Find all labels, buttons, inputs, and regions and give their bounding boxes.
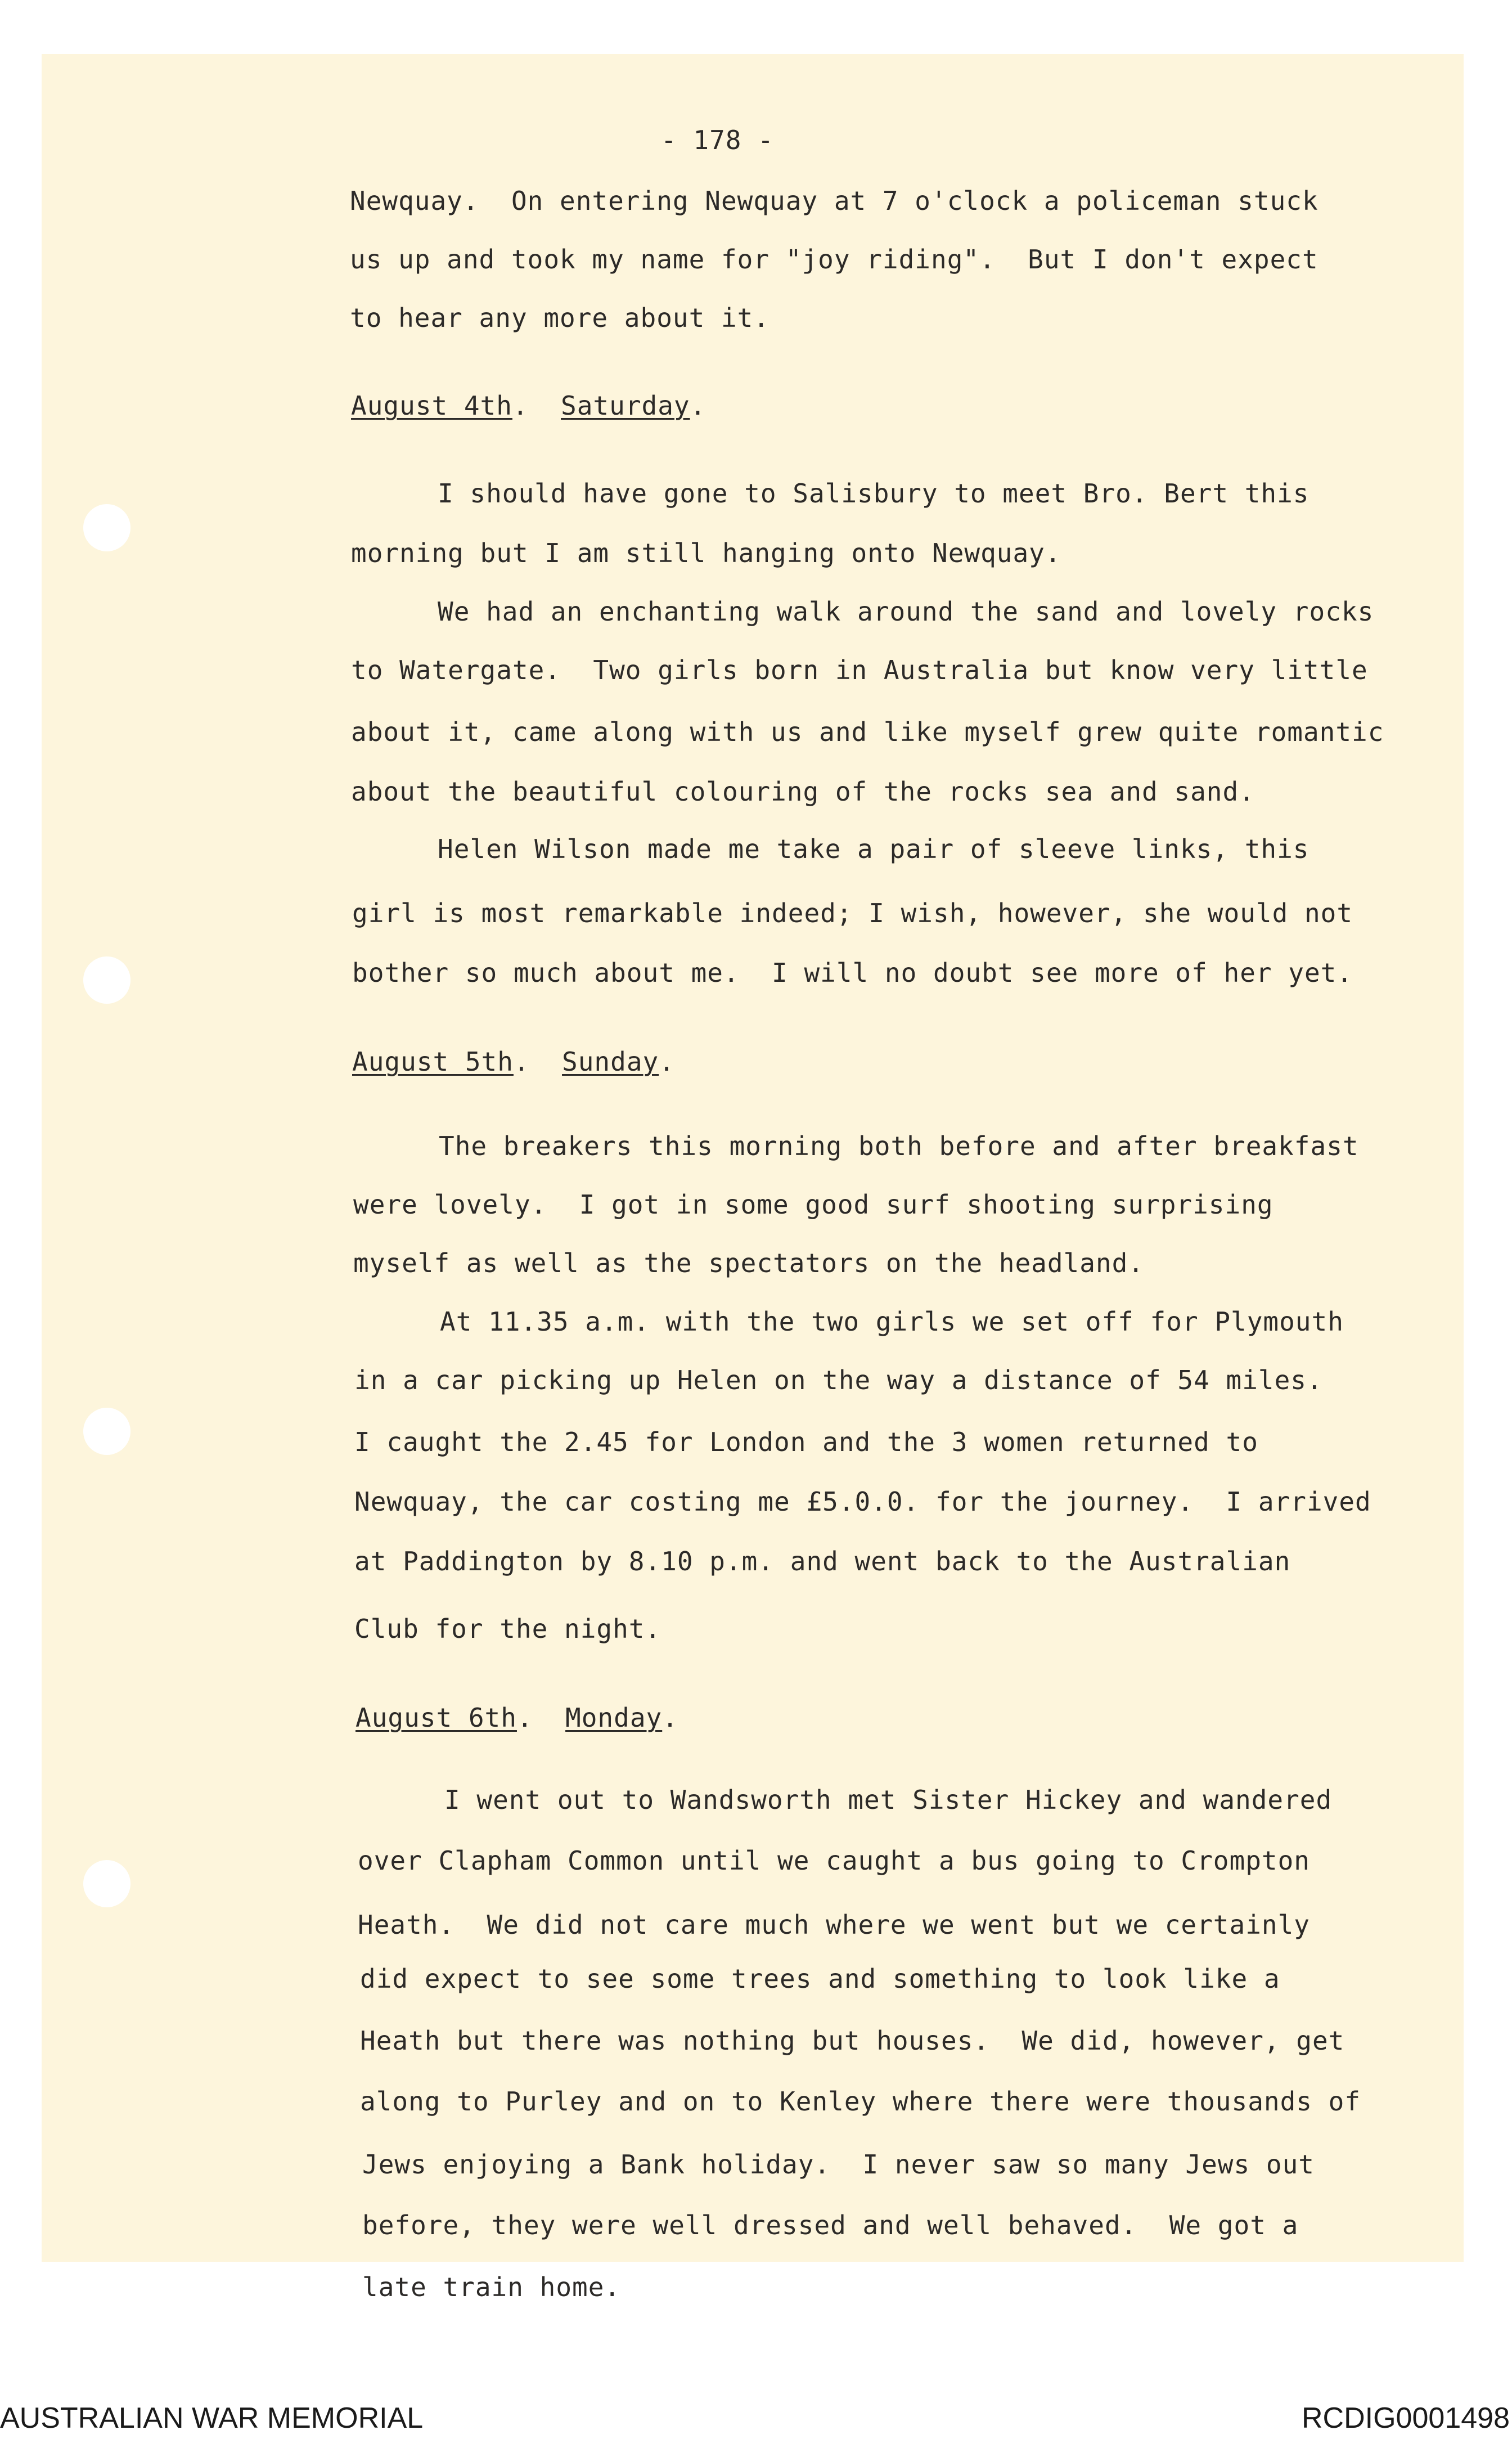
text-line: Jews enjoying a Bank holiday. I never saw so many Jews out <box>362 2149 1315 2180</box>
text-line: We had an enchanting walk around the sand and lovely rocks <box>438 596 1374 627</box>
text-line: Helen Wilson made me take a pair of sleeve links, this <box>438 834 1310 864</box>
punch-hole <box>83 1860 130 1907</box>
entry-date: August 6th <box>356 1703 517 1733</box>
entry-date: August 5th <box>352 1046 514 1077</box>
text-line: did expect to see some trees and something to look like a <box>360 1964 1280 1994</box>
text-line: in a car picking up Helen on the way a distance of 54 miles. <box>354 1365 1323 1395</box>
text-line: us up and took my name for "joy riding". But I don't expect <box>350 244 1318 275</box>
text-line: Heath. We did not care much where we went but we certainly <box>358 1910 1310 1940</box>
text-line: before, they were well dressed and well behaved. We got a <box>362 2210 1299 2240</box>
text-line: to hear any more about it. <box>350 303 770 333</box>
entry-day: Saturday <box>561 390 690 421</box>
footer-record-id: RCDIG0001498 <box>1302 2402 1510 2434</box>
text-line: at Paddington by 8.10 p.m. and went back to the Australian <box>354 1546 1291 1576</box>
text-line: about the beautiful colouring of the rocks sea and sand. <box>351 776 1255 807</box>
punch-hole <box>83 956 130 1004</box>
entry-day: Monday <box>565 1703 663 1733</box>
entry-heading: August 4th. Saturday. <box>351 390 706 421</box>
footer-institution: AUSTRALIAN WAR MEMORIAL <box>0 2402 424 2434</box>
entry-day: Sunday <box>562 1046 659 1077</box>
text-line: bother so much about me. I will no doubt see more of her yet. <box>352 958 1353 988</box>
text-line: Newquay. On entering Newquay at 7 o'clock a policeman stuck <box>350 186 1318 216</box>
text-line: over Clapham Common until we caught a bus going to Crompton <box>358 1845 1310 1876</box>
entry-heading: August 5th. Sunday. <box>352 1046 675 1077</box>
text-line: The breakers this morning both before and after breakfast <box>439 1131 1359 1161</box>
text-line: I caught the 2.45 for London and the 3 women returned to <box>354 1427 1258 1457</box>
text-line: Newquay, the car costing me £5.0.0. for the journey. I arrived <box>354 1486 1371 1517</box>
text-line: along to Purley and on to Kenley where there were thousands of <box>360 2086 1361 2117</box>
punch-hole <box>83 504 130 551</box>
text-line: late train home. <box>362 2272 621 2302</box>
punch-hole <box>83 1408 130 1455</box>
text-line: about it, came along with us and like myself grew quite romantic <box>351 717 1384 747</box>
text-line: were lovely. I got in some good surf shooting surprising <box>353 1189 1274 1220</box>
text-line: I should have gone to Salisbury to meet Bro. Bert this <box>438 478 1310 509</box>
text-line: Heath but there was nothing but houses. We did, however, get <box>360 2025 1345 2056</box>
text-line: girl is most remarkable indeed; I wish, however, she would not <box>352 898 1353 928</box>
text-line: I went out to Wandsworth met Sister Hickey and wandered <box>444 1785 1333 1815</box>
text-line: At 11.35 a.m. with the two girls we set off for Plymouth <box>440 1306 1344 1337</box>
text-line: myself as well as the spectators on the headland. <box>353 1248 1145 1278</box>
text-line: morning but I am still hanging onto Newquay. <box>351 538 1061 568</box>
entry-heading: August 6th. Monday. <box>356 1703 678 1733</box>
page-number: - 178 - <box>661 125 774 155</box>
text-line: to Watergate. Two girls born in Australia but know very little <box>351 655 1368 685</box>
text-line: Club for the night. <box>354 1614 662 1644</box>
entry-date: August 4th <box>351 390 512 421</box>
